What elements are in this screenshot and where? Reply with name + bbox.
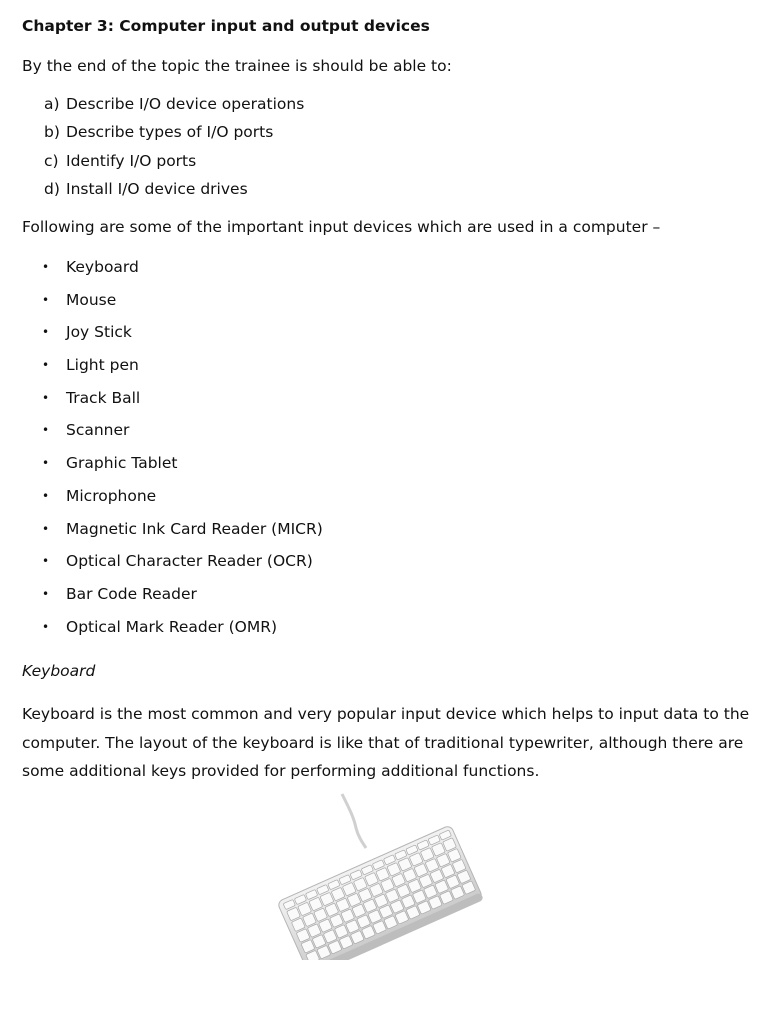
- objective-item: [44, 180, 304, 208]
- intro-text: By the end of the topic the trainee is should be able to:: [22, 57, 452, 75]
- objective-letter: a): [44, 95, 60, 113]
- list-item: [22, 290, 323, 323]
- device-name: Track Ball: [66, 388, 141, 407]
- paragraph-line: Keyboard is the most common and very popular input device which helps to input data to the: [22, 705, 750, 723]
- objective-text: Describe I/O device operations: [66, 95, 305, 113]
- objective-item: [44, 123, 304, 151]
- paragraph-line: computer. The layout of the keyboard is like that of traditional typewriter, although there are: [22, 733, 744, 752]
- list-item: [22, 584, 323, 617]
- device-name: Mouse: [66, 290, 117, 309]
- bullet-icon: •: [42, 325, 50, 340]
- objective-letter: b): [44, 123, 60, 142]
- list-item: [22, 453, 323, 486]
- list-item: [22, 519, 323, 552]
- objective-letter: c): [44, 151, 59, 170]
- list-item: [22, 355, 323, 388]
- list-item: [22, 420, 323, 453]
- bullet-icon: •: [42, 554, 50, 569]
- bullet-icon: •: [42, 260, 50, 274]
- device-name: Scanner: [66, 421, 130, 440]
- bullet-icon: •: [42, 390, 50, 405]
- objective-text: Identify I/O ports: [66, 151, 197, 170]
- keyboard-icon: [270, 790, 490, 960]
- bullet-icon: •: [42, 586, 50, 601]
- bullet-icon: •: [42, 456, 50, 471]
- device-name: Optical Mark Reader (OMR): [66, 617, 278, 636]
- device-name: Light pen: [66, 356, 139, 375]
- bullet-icon: •: [42, 423, 50, 438]
- device-name: Bar Code Reader: [66, 584, 197, 603]
- keyboard-image: [270, 790, 490, 960]
- chapter-heading: Chapter 3: Computer input and output devices: [22, 17, 430, 35]
- list-item: [22, 486, 323, 519]
- device-name: Joy Stick: [66, 323, 132, 342]
- objective-item: [44, 95, 304, 123]
- objective-text: Install I/O device drives: [66, 179, 248, 198]
- objective-item: [44, 152, 304, 180]
- list-item: [22, 617, 323, 650]
- device-name: Optical Character Reader (OCR): [66, 552, 313, 571]
- bullet-icon: •: [42, 521, 50, 536]
- objectives-list: [44, 95, 304, 208]
- objective-letter: d): [44, 179, 60, 198]
- list-item: [22, 388, 323, 421]
- device-name: Microphone: [66, 486, 157, 505]
- device-name: Magnetic Ink Card Reader (MICR): [66, 519, 323, 538]
- bullet-icon: •: [42, 619, 50, 634]
- keyboard-paragraph: [22, 700, 752, 786]
- device-name: Graphic Tablet: [66, 454, 178, 473]
- objective-text: Describe types of I/O ports: [66, 123, 274, 142]
- device-name: Keyboard: [66, 258, 139, 276]
- paragraph-line: some additional keys provided for performing additional functions.: [22, 762, 540, 780]
- keyboard-subheading: Keyboard: [22, 662, 96, 680]
- input-devices-list: [22, 257, 323, 649]
- input-devices-lead: Following are some of the important input devices which are used in a computer –: [22, 218, 661, 236]
- list-item: [22, 322, 323, 355]
- bullet-icon: •: [42, 292, 50, 307]
- list-item: [22, 551, 323, 584]
- bullet-icon: •: [42, 488, 50, 503]
- bullet-icon: •: [42, 358, 50, 373]
- list-item: [22, 257, 323, 290]
